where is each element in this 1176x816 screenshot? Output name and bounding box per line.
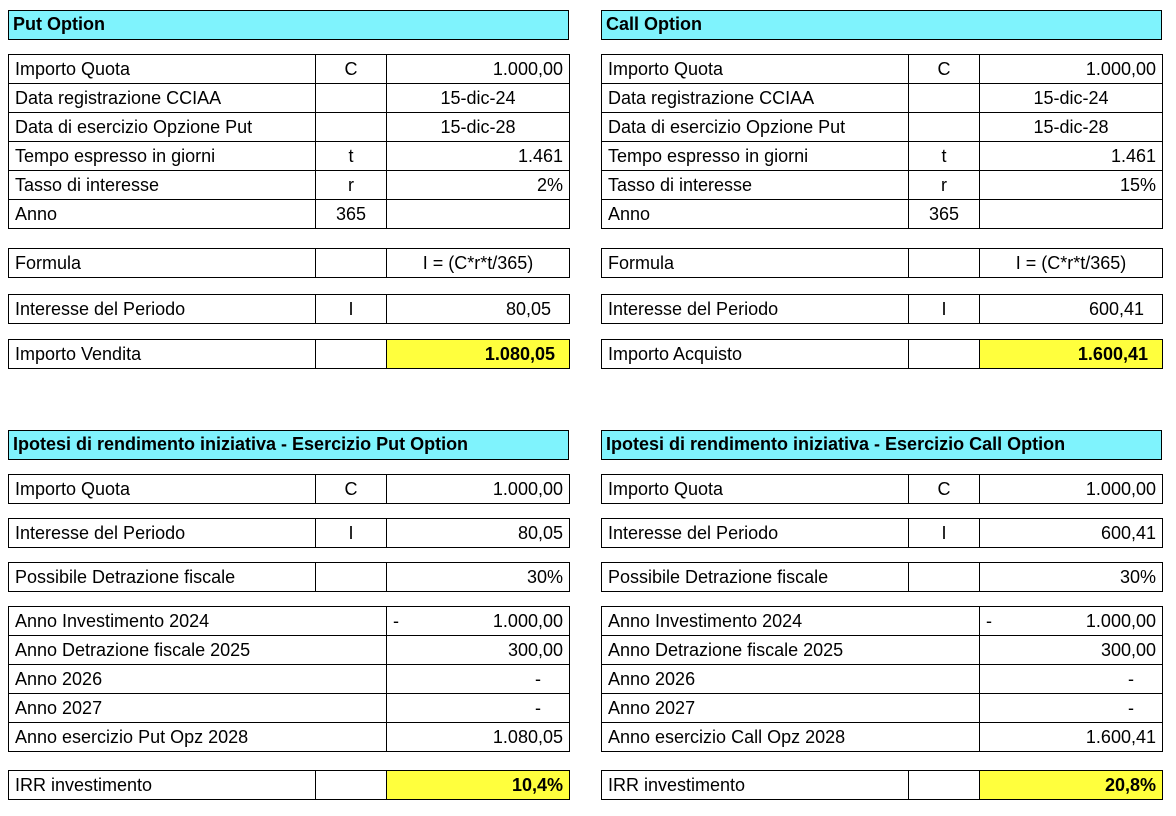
table-row [9,475,570,504]
deduction-label: Possibile Detrazione fiscale [602,563,909,592]
year-label: Anno esercizio Put Opz 2028 [9,723,387,752]
formula-symbol [909,249,980,278]
table-row [9,84,570,113]
table-row [9,694,570,723]
interest-label: Interesse del Periodo [602,519,909,548]
row-value: 15-dic-28 [387,113,570,142]
table-row [602,295,1163,324]
table-row [602,694,1163,723]
table-row [602,113,1163,142]
row-symbol: t [909,142,980,171]
year-value-cell [980,694,1163,723]
year-label: Anno Investimento 2024 [9,607,387,636]
table-row [602,55,1163,84]
year-label: Anno 2026 [602,665,980,694]
put-irr-years-table [8,606,570,752]
year-label: Anno 2027 [602,694,980,723]
interest-value: 600,41 [980,519,1163,548]
row-label: Importo Quota [9,55,316,84]
quota-label: Importo Quota [9,475,316,504]
table-row [9,113,570,142]
row-value: 2% [387,171,570,200]
purchase-amount: 1.600,41 [980,340,1163,369]
quota-value: 1.000,00 [387,475,570,504]
row-symbol: C [909,55,980,84]
row-symbol [316,113,387,142]
row-label: Data di esercizio Opzione Put [9,113,316,142]
interest-symbol: I [316,295,387,324]
table-row [9,200,570,229]
row-value: 15-dic-24 [387,84,570,113]
call-formula-table [601,248,1163,278]
put-irr-header: Ipotesi di rendimento iniziativa - Esercizio Put Option [8,430,569,460]
irr-label: IRR investimento [602,771,909,800]
irr-value: 10,4% [387,771,570,800]
interest-symbol: I [316,519,387,548]
quota-value: 1.000,00 [980,475,1163,504]
table-row [9,607,570,636]
row-symbol: r [909,171,980,200]
deduction-value: 30% [980,563,1163,592]
row-value: 15-dic-28 [980,113,1163,142]
call-total-table [601,339,1163,369]
sale-amount: 1.080,05 [387,340,570,369]
total-symbol [909,340,980,369]
interest-label: Interesse del Periodo [9,519,316,548]
row-symbol: t [316,142,387,171]
table-row [9,55,570,84]
row-value [387,200,570,229]
deduction-label: Possibile Detrazione fiscale [9,563,316,592]
row-label: Tempo espresso in giorni [602,142,909,171]
table-row [9,171,570,200]
quota-symbol: C [909,475,980,504]
row-label: Data registrazione CCIAA [602,84,909,113]
put-formula-table [8,248,570,278]
year-value-cell [980,636,1163,665]
formula-value: I = (C*r*t/365) [980,249,1163,278]
row-symbol: 365 [316,200,387,229]
year-value: - [535,668,541,689]
call-irr-result-table [601,770,1163,800]
deduction-value: 30% [387,563,570,592]
year-value: 1.080,05 [492,726,563,747]
year-label: Anno Detrazione fiscale 2025 [602,636,980,665]
interest-label: Interesse del Periodo [602,295,909,324]
table-row [602,771,1163,800]
call-option-header: Call Option [601,10,1162,40]
table-row [602,340,1163,369]
formula-value: I = (C*r*t/365) [387,249,570,278]
interest-value: 600,41 [980,295,1163,324]
row-symbol: r [316,171,387,200]
call-interest-table [601,294,1163,324]
year-label: Anno Detrazione fiscale 2025 [9,636,387,665]
table-row [602,723,1163,752]
table-row [9,249,570,278]
table-row [602,636,1163,665]
table-row [9,723,570,752]
call-irr-deduction-table [601,562,1163,592]
year-value-cell [387,723,570,752]
total-label: Importo Acquisto [602,340,909,369]
row-label: Tasso di interesse [9,171,316,200]
interest-value: 80,05 [387,519,570,548]
year-label: Anno 2027 [9,694,387,723]
row-label: Importo Quota [602,55,909,84]
year-label: Anno esercizio Call Opz 2028 [602,723,980,752]
table-row [9,519,570,548]
year-value: - [1128,697,1134,718]
year-value: 300,00 [1100,639,1156,660]
interest-label: Interesse del Periodo [9,295,316,324]
table-row [9,142,570,171]
year-value-cell [980,665,1163,694]
irr-value: 20,8% [980,771,1163,800]
row-value: 1.000,00 [387,55,570,84]
row-symbol [909,84,980,113]
row-value: 15-dic-24 [980,84,1163,113]
total-symbol [316,340,387,369]
row-symbol [316,84,387,113]
row-label: Anno [602,200,909,229]
year-value-cell [387,665,570,694]
table-row [602,665,1163,694]
table-row [9,295,570,324]
interest-symbol: I [909,295,980,324]
table-row [602,84,1163,113]
row-label: Data registrazione CCIAA [9,84,316,113]
year-value-cell [387,607,570,636]
put-irr-interest-table [8,518,570,548]
year-value-cell [387,636,570,665]
put-option-table [8,54,570,229]
total-label: Importo Vendita [9,340,316,369]
row-value: 1.461 [387,142,570,171]
irr-symbol [909,771,980,800]
deduction-symbol [909,563,980,592]
table-row [9,771,570,800]
row-label: Data di esercizio Opzione Put [602,113,909,142]
irr-label: IRR investimento [9,771,316,800]
row-value: 1.000,00 [980,55,1163,84]
call-irr-interest-table [601,518,1163,548]
table-row [602,142,1163,171]
year-label: Anno Investimento 2024 [602,607,980,636]
row-value [980,200,1163,229]
put-irr-quota-table [8,474,570,504]
table-row [602,249,1163,278]
quota-label: Importo Quota [602,475,909,504]
year-value: - [1128,668,1134,689]
call-irr-years-table [601,606,1163,752]
year-value-cell [980,607,1163,636]
formula-label: Formula [9,249,316,278]
put-total-table [8,339,570,369]
call-option-table [601,54,1163,229]
formula-symbol [316,249,387,278]
table-row [602,200,1163,229]
table-row [9,563,570,592]
row-label: Tempo espresso in giorni [9,142,316,171]
year-value: - [535,697,541,718]
table-row [602,475,1163,504]
table-row [602,519,1163,548]
put-irr-result-table [8,770,570,800]
year-value: 300,00 [507,639,563,660]
table-row [602,563,1163,592]
year-label: Anno 2026 [9,665,387,694]
negative-sign: - [986,610,992,631]
put-interest-table [8,294,570,324]
year-value-cell [387,694,570,723]
table-row [9,665,570,694]
interest-value: 80,05 [387,295,570,324]
year-value-cell [980,723,1163,752]
row-symbol [909,113,980,142]
formula-label: Formula [602,249,909,278]
row-value: 1.461 [980,142,1163,171]
row-label: Tasso di interesse [602,171,909,200]
irr-symbol [316,771,387,800]
negative-sign: - [393,610,399,631]
call-irr-header: Ipotesi di rendimento iniziativa - Esercizio Call Option [601,430,1162,460]
quota-symbol: C [316,475,387,504]
row-symbol: C [316,55,387,84]
row-symbol: 365 [909,200,980,229]
put-irr-deduction-table [8,562,570,592]
call-irr-quota-table [601,474,1163,504]
table-row [602,607,1163,636]
year-value: 1.000,00 [492,610,563,631]
table-row [602,171,1163,200]
year-value: 1.000,00 [1085,610,1156,631]
year-value: 1.600,41 [1085,726,1156,747]
table-row [9,636,570,665]
row-value: 15% [980,171,1163,200]
interest-symbol: I [909,519,980,548]
row-label: Anno [9,200,316,229]
table-row [9,340,570,369]
deduction-symbol [316,563,387,592]
put-option-header: Put Option [8,10,569,40]
